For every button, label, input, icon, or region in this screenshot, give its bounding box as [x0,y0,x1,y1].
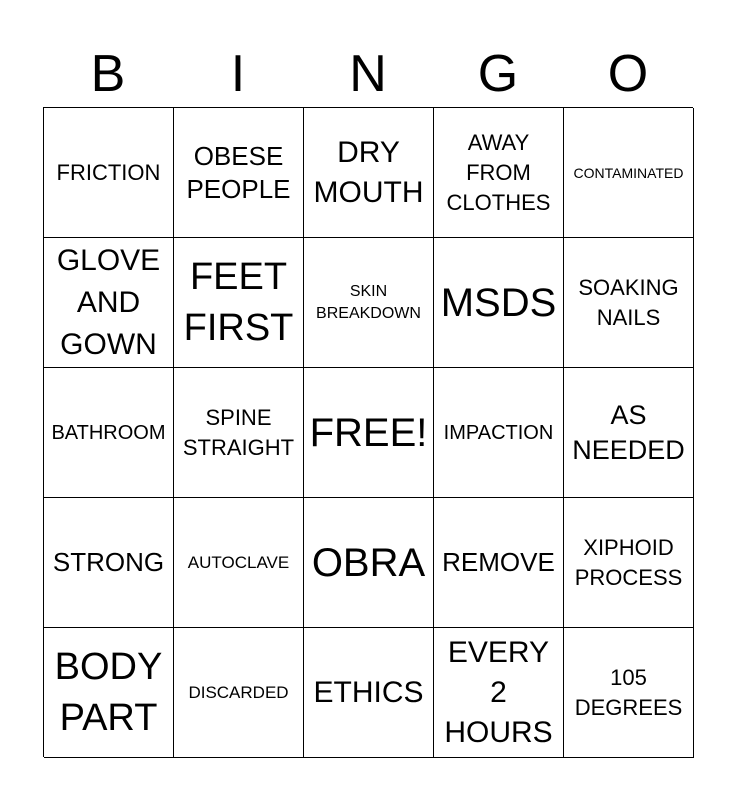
cell-label: AWAY FROM CLOTHES [446,129,551,215]
cell-label: IMPACTION [443,421,554,444]
bingo-cell[interactable] [434,368,564,498]
cell-label: EVERY 2 HOURS [444,635,553,749]
cell-label: ETHICS [313,675,424,709]
cell-label: STRONG [52,547,165,577]
cell-label: OBESE PEOPLE [186,140,291,204]
cell-label: DRY MOUTH [313,135,424,209]
cell-label: DISCARDED [188,683,289,702]
bingo-cell[interactable] [44,238,174,368]
bingo-cell[interactable] [174,368,304,498]
cell-label: BODY PART [54,645,163,739]
cell-label: BATHROOM [51,421,166,444]
bingo-cell[interactable] [174,108,304,238]
cell-label: MSDS [440,280,557,325]
bingo-cell[interactable] [304,108,434,238]
cell-label: SPINE STRAIGHT [182,404,295,460]
bingo-board [43,107,693,757]
bingo-cell[interactable] [564,498,694,628]
bingo-cell[interactable] [434,498,564,628]
cell-label: REMOVE [442,547,555,577]
cell-label: AS NEEDED [572,399,685,465]
header-letter-n: N [349,45,387,103]
bingo-cell[interactable] [174,628,304,758]
bingo-cell[interactable] [304,628,434,758]
cell-label: SOAKING NAILS [578,274,679,330]
header-letter-g: G [477,45,519,103]
cell-label: CONTAMINATED [573,164,684,181]
bingo-cell[interactable] [304,238,434,368]
bingo-cell[interactable] [434,628,564,758]
bingo-header [43,40,693,108]
cell-label: FRICTION [56,159,161,185]
bingo-cell[interactable] [174,498,304,628]
cell-label: AUTOCLAVE [187,553,290,572]
bingo-cell[interactable] [434,238,564,368]
cell-label: OBRA [311,540,426,585]
cell-label: XIPHOID PROCESS [574,534,683,590]
cell-label: FEET FIRST [183,255,294,349]
cell-label: GLOVE AND GOWN [56,243,161,361]
bingo-cell[interactable] [174,238,304,368]
header-letter-b: B [90,45,126,103]
bingo-cell[interactable] [564,368,694,498]
header-letter-i: I [230,45,246,103]
bingo-cell[interactable] [44,108,174,238]
bingo-cell[interactable] [564,628,694,758]
bingo-cell[interactable] [564,238,694,368]
bingo-cell[interactable] [564,108,694,238]
bingo-cell[interactable] [44,498,174,628]
cell-label: FREE! [309,410,428,455]
bingo-cell[interactable] [304,498,434,628]
bingo-cell[interactable] [44,628,174,758]
cell-label: SKIN BREAKDOWN [316,282,421,322]
bingo-cell[interactable] [434,108,564,238]
header-letter-o: O [607,45,649,103]
bingo-cell[interactable] [304,368,434,498]
bingo-cell[interactable] [44,368,174,498]
cell-label: 105 DEGREES [574,664,683,720]
